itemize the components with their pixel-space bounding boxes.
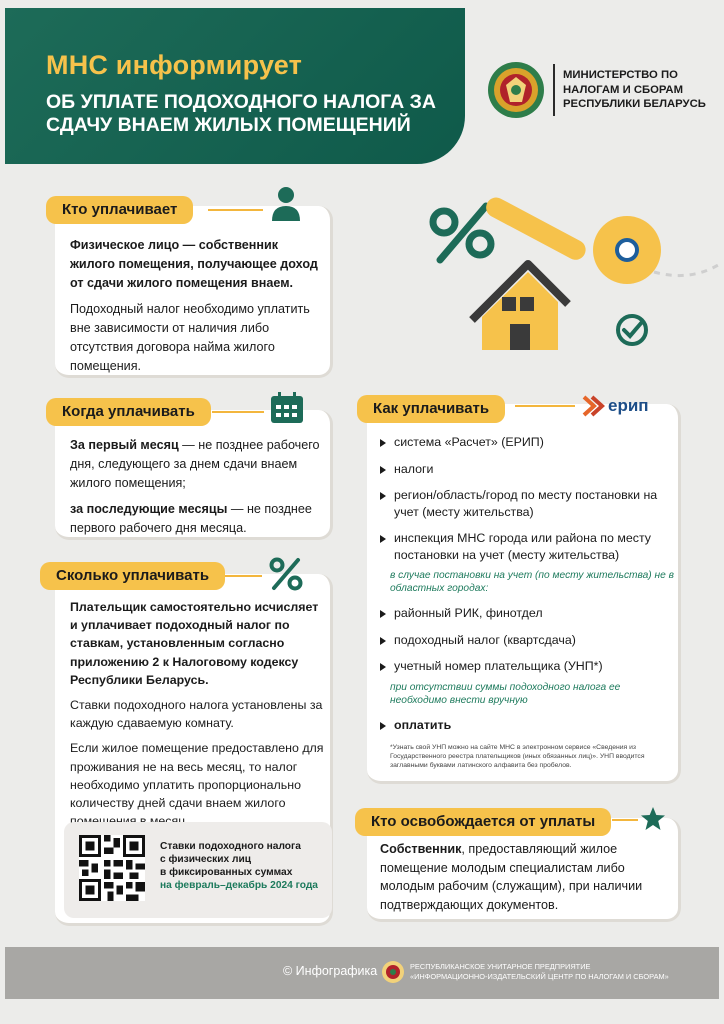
qr-code-icon[interactable]: [79, 835, 145, 901]
qr-caption: [160, 840, 318, 892]
footer-publisher: [410, 962, 710, 981]
person-icon: [270, 186, 302, 222]
steps-list-1: [380, 434, 676, 563]
illustration: [420, 172, 724, 362]
note-regional: в случае постановки на учет (по месту жительства) не в областных городах:: [390, 570, 674, 594]
step-item: система «Расчет» (ЕРИП): [380, 434, 676, 451]
howmuch-bold: Плательщик самостоятельно исчисляет и уплачивает подоходный налог по ставкам, установленным согласно приложению 2 к Налоговому кодексу Республики Беларусь.: [70, 600, 319, 687]
percent-icon: [433, 206, 491, 260]
steps-list-3: [380, 717, 676, 734]
qr-line-4: на февраль–декабрь 2024 года: [160, 880, 318, 891]
calendar-icon: [270, 392, 304, 424]
who-ruler: [208, 209, 263, 211]
when-label: Когда уплачивать: [46, 398, 211, 426]
how-content: [380, 434, 676, 770]
step-item: инспекция МНС города или района по месту постановки на учет (месту жительства): [380, 530, 676, 563]
note-manual: при отсутствии суммы подоходного налога ее необходимо внести вручную: [390, 681, 621, 706]
ministry-name: МИНИСТЕРСТВО ПО НАЛОГАМ И СБОРАМ РЕСПУБЛИКИ БЕЛАРУСЬ: [563, 69, 706, 110]
house-illustration: [472, 264, 568, 350]
erip-logo: [582, 392, 649, 420]
steps-list-2: [380, 605, 676, 675]
step-item: оплатить: [380, 717, 676, 734]
publisher-line-1: РЕСПУБЛИКАНСКОЕ УНИТАРНОЕ ПРЕДПРИЯТИЕ: [410, 962, 591, 971]
when-first-text: — не позднее рабочего дня, следующего за днем сдачи внаем жилого помещения;: [70, 438, 320, 490]
qr-line-2: с физических лиц: [160, 854, 251, 865]
howmuch-label: Сколько уплачивать: [40, 562, 225, 590]
step-item: регион/область/город по месту постановки на учет (месту жительства): [380, 487, 676, 520]
step-item: районный РИК, финотдел: [380, 605, 676, 622]
exempt-ruler: [612, 819, 638, 821]
when-next-text: — не позднее первого рабочего дня месяца.: [70, 502, 312, 535]
when-ruler: [212, 411, 264, 413]
howmuch-text: [70, 598, 328, 830]
exempt-text: [380, 840, 670, 914]
ministry-emblem-icon: [486, 60, 546, 120]
who-bold: Физическое лицо — собственник жилого помещения, получающее доход от сдачи жилого помещения внаем.: [70, 238, 318, 290]
howmuch-p1: Ставки подоходного налога установлены за каждую сдаваемую комнату.: [70, 698, 323, 731]
footer-copyright: © Инфографика: [283, 964, 378, 978]
erip-chevron-icon: [582, 395, 606, 417]
step-item: налоги: [380, 461, 676, 478]
ministry-divider: [553, 64, 555, 116]
how-ruler: [515, 405, 575, 407]
footnote: *Узнать свой УНП можно на сайте МНС в электронном сервисе «Сведения из Государственного реестра плательщиков (иных обязанных лиц)». УНП вводится заглавными буквами латинского алфавита без пробелов.: [390, 744, 645, 769]
who-text: [70, 236, 326, 376]
star-icon: [640, 806, 666, 832]
header-banner: [5, 8, 465, 164]
howmuch-p2: Если жилое помещение предоставлено для проживания не на весь месяц, то налог необходимо уплатить пропорционально количеству дней сдачи внаем жилого: [70, 741, 324, 811]
howmuch-ruler: [222, 575, 262, 577]
percent-icon: [268, 556, 304, 592]
who-body: Подоходный налог необходимо уплатить вне зависимости от наличия либо отсутствия договора найма жилого помещения.: [70, 302, 310, 373]
step-item: учетный номер плательщика (УНП*): [380, 658, 676, 675]
when-text: [70, 436, 328, 538]
exempt-label: Кто освобождается от уплаты: [355, 808, 611, 836]
who-label: Кто уплачивает: [46, 196, 193, 224]
publisher-line-2: «ИНФОРМАЦИОННО-ИЗДАТЕЛЬСКИЙ ЦЕНТР ПО НАЛОГАМ И СБОРАМ»: [410, 971, 669, 981]
erip-text: ерип: [608, 396, 649, 415]
check-icon: [618, 316, 646, 344]
exempt-body: , предоставляющий жилое помещение молодым специалистам либо молодым рабочим (служащим), при наличии подтверждающих документов.: [380, 842, 643, 912]
how-label: Как уплачивать: [357, 395, 505, 423]
page-title: МНС информирует: [46, 50, 303, 80]
when-next-bold: за последующие месяцы: [70, 502, 228, 516]
qr-line-3: в фиксированных суммах: [160, 867, 293, 878]
qr-line-1: Ставки подоходного налога: [160, 841, 301, 852]
step-item: подоходный налог (квартсдача): [380, 632, 676, 649]
publisher-emblem-icon: [381, 960, 405, 984]
when-first-bold: За первый месяц: [70, 438, 179, 452]
exempt-bold: Собственник: [380, 842, 462, 856]
page-subtitle: ОБ УПЛАТЕ ПОДОХОДНОГО НАЛОГА ЗА СДАЧУ ВНАЕМ ЖИЛЫХ ПОМЕЩЕНИЙ: [46, 91, 436, 136]
